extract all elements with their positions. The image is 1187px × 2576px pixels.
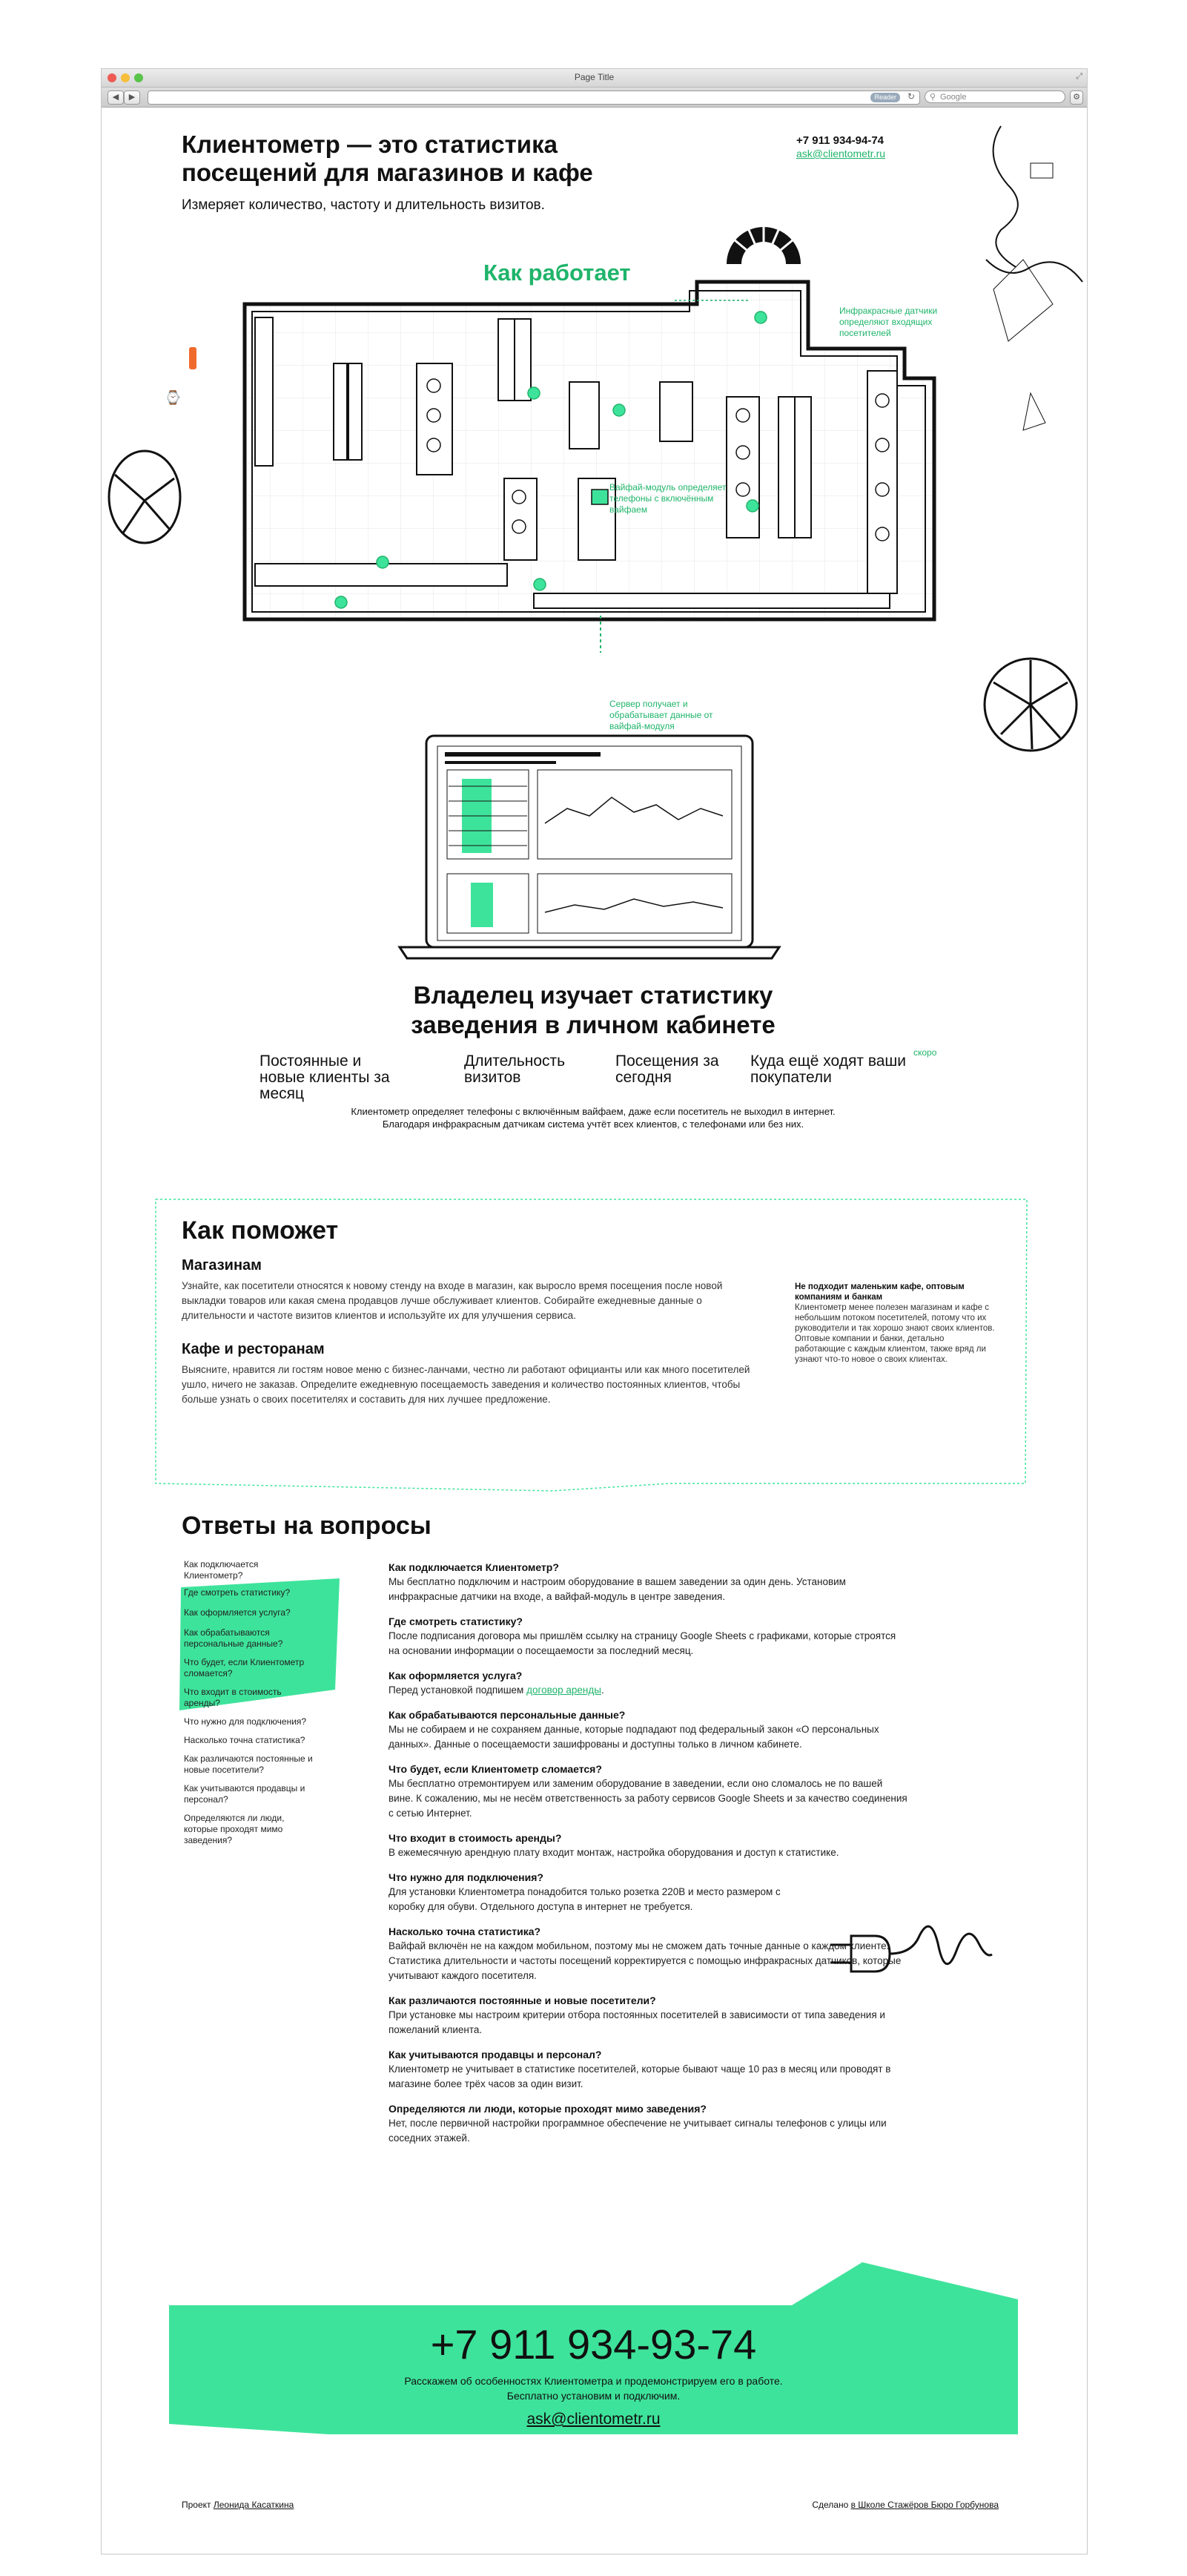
footer-left-prefix: Проект	[182, 2500, 211, 2510]
help-shops-title: Магазинам	[182, 1257, 262, 1274]
wifi-module-note: Вайфай-модуль определяет телефоны с включённым вайфаем	[609, 482, 727, 515]
toc-item-passersby[interactable]: Определяются ли люди, которые проходят мимо заведения?	[184, 1813, 285, 1845]
faq-question: Где смотреть статистику?	[388, 1615, 523, 1627]
faq-question: Что входит в стоимость аренды?	[388, 1832, 562, 1844]
faq-answer: Мы не собираем и не сохраняем данные, которые подпадают под федеральный закон «О персональных данных». Данные о посещаемости зашифрованы и доступны только в личном кабинете.	[388, 1724, 879, 1750]
stat-today: Посещения за сегодня	[615, 1053, 719, 1086]
how-title: Как работает	[483, 260, 631, 286]
camera-icon: ⌚	[165, 390, 182, 405]
faq-question: Как подключается Клиентометр?	[388, 1561, 559, 1573]
faq-question: Как учитываются продавцы и персонал?	[388, 2049, 602, 2061]
owner-note	[222, 1105, 964, 1130]
ir-sensor-note: Инфракрасные датчики определяют входящих посетителей	[839, 306, 938, 338]
faq-item	[388, 1871, 804, 1914]
rent-contract-link[interactable]: договор аренды	[526, 1684, 601, 1696]
help-shops-text: Узнайте, как посетители относятся к новому стенду на входе в магазин, как выросло время посещения после новой выкладки товаров или какая смена продавцов лучше обслуживает клиентов. Собирайте ежедневные данные о длительности и частоте визитов клиентов и используйте их для улучшения сервиса.	[182, 1280, 723, 1321]
faq-answer: Мы бесплатно отремонтируем или заменим оборудование в заведении, если оно сломалось не по вашей вине. К сожалению, мы не несём ответственность за работу сервисов Google Sheets и за качество соединения с сетью Интернет.	[388, 1778, 907, 1819]
toc-item-personal-data[interactable]: Как обрабатываются персональные данные?	[184, 1627, 283, 1649]
browser-toolbar	[102, 88, 1087, 108]
footer-left	[182, 2500, 294, 2510]
help-cafe-text: Выясните, нравится ли гостям новое меню с бизнес-ланчами, честно ли работают официанты или как много посетителей ушло, ничего не заказав. Определите ежедневную посещаемость заведения и количество постоянных клиентов, чтобы больше узнать о своих посетителях и составить для них лучшее предложение.	[182, 1364, 750, 1405]
faq-item	[388, 1925, 907, 1983]
hero-title-line1: Клиентометр — это статистика	[182, 131, 558, 158]
owner-title	[297, 981, 890, 1040]
faq-toc	[184, 1559, 317, 1846]
faq-question: Как оформляется услуга?	[388, 1670, 523, 1681]
footer-right	[812, 2500, 999, 2510]
help-side-note	[795, 1282, 995, 1365]
address-bar[interactable]	[148, 90, 920, 105]
school-link[interactable]: в Школе Стажёров Бюро Горбунова	[850, 2500, 999, 2510]
toc-item-where-stats[interactable]: Где смотреть статистику?	[184, 1587, 291, 1598]
stat-regular-new: Постоянные и новые клиенты за месяц	[259, 1053, 390, 1102]
faq-answer: Клиентометр не учитывает в статистике посетителей, которые бывают чаще 10 раз в месяц или проводят в магазине более трёх часов за один визит.	[388, 2063, 891, 2089]
help-cafe-block	[182, 1341, 760, 1407]
window-title: Page Title	[574, 72, 615, 82]
reload-icon[interactable]: ↻	[907, 91, 915, 102]
entrance-sensor-icon	[723, 221, 804, 266]
faq-answer-text: Перед установкой подпишем	[388, 1684, 524, 1696]
owner-note-line2: Благодаря инфракрасным датчикам система учтёт всех клиентов, с телефонами или без них.	[382, 1119, 804, 1130]
help-side-title: Не подходит маленьким кафе, оптовым компаниям и банкам	[795, 1282, 965, 1302]
faq-question: Что нужно для подключения?	[388, 1871, 543, 1883]
faq-answer: Мы бесплатно подключим и настроим оборудование в вашем заведении за один день. Установим инфракрасные датчики на входе, а вайфай-модуль в центре заведения.	[388, 1576, 846, 1602]
reader-button[interactable]: Reader	[870, 93, 900, 102]
faq-title: Ответы на вопросы	[182, 1512, 432, 1540]
faq-item	[388, 1615, 907, 1658]
fullscreen-icon[interactable]: ⤢	[1076, 72, 1082, 81]
help-side-text: Клиентометр менее полезен магазинам и кафе с небольшим потоком посетителей, потому что их руководители и так хорошо знают своих клиентов. Оптовые компании и банки, детально работающие с каждым клиентом, также вряд ли узнают что-то новое о своих клиентах.	[795, 1303, 995, 1364]
faq-question: Как различаются постоянные и новые посетители?	[388, 1994, 656, 2006]
cta-line1: Расскажем об особенностях Клиентометра и продемонстрируем его в работе.	[404, 2375, 783, 2387]
toc-item-requirements[interactable]: Что нужно для подключения?	[184, 1716, 307, 1727]
help-title: Как поможет	[182, 1216, 339, 1245]
toc-item-rent-price[interactable]: Что входит в стоимость аренды?	[184, 1687, 282, 1708]
search-field[interactable]	[925, 90, 1065, 103]
faq-answer: Нет, после первичной настройки программное обеспечение не учитывает сигналы телефонов с улицы или соседних этажей.	[388, 2118, 887, 2144]
faq-answer: При установке мы настроим критерии отбора постоянных посетителей в зависимости от типа заведения и пожеланий клиента.	[388, 2009, 885, 2035]
faq-answer: Для установки Клиентометра понадобится только розетка 220В и место размером с коробку для обуви. Отдельного доступа в интернет не требуется.	[388, 1886, 781, 1912]
faq-item	[388, 1708, 907, 1752]
footer-right-prefix: Сделано	[812, 2500, 849, 2510]
faq-item	[388, 1831, 907, 1860]
author-link[interactable]: Леонида Касаткина	[213, 2500, 294, 2510]
cta-phone[interactable]: +7 911 934-93-74	[430, 2321, 757, 2368]
faq-answer-end: .	[601, 1684, 604, 1696]
title-bar	[102, 69, 1087, 88]
faq-answer	[388, 1683, 907, 1698]
fire-extinguisher-icon	[189, 347, 196, 369]
owner-title-line2: заведения в личном кабинете	[411, 1011, 776, 1038]
stat-duration: Длительность визитов	[464, 1053, 566, 1086]
toc-item-staff[interactable]: Как учитываются продавцы и персонал?	[184, 1783, 305, 1805]
cta-email[interactable]: ask@clientometr.ru	[526, 2411, 661, 2428]
toc-item-service[interactable]: Как оформляется услуга?	[184, 1607, 291, 1618]
server-note: Сервер получает и обрабатывает данные от вайфай-модуля	[609, 699, 713, 731]
faq-question: Как обрабатываются персональные данные?	[388, 1709, 626, 1721]
help-shops-block	[182, 1257, 760, 1323]
tree-right-icon	[979, 653, 1082, 757]
faq-item	[388, 1762, 907, 1821]
stat-other-places: Куда ещё ходят ваши покупатели	[750, 1053, 907, 1086]
toc-item-connect[interactable]: Как подключается Клиентометр?	[184, 1559, 259, 1581]
faq-item	[388, 2102, 907, 2146]
faq-question: Что будет, если Клиентометр сломается?	[388, 1763, 602, 1775]
laptop-dashboard-illustration	[397, 734, 782, 964]
faq-item	[388, 2048, 907, 2092]
hero-title-line2: посещений для магазинов и кафе	[182, 159, 593, 186]
help-cafe-title: Кафе и ресторанам	[182, 1341, 325, 1357]
faq-item	[388, 1561, 907, 1604]
faq-answer: В ежемесячную арендную плату входит монтаж, настройка оборудования и доступ к статистике.	[388, 1847, 839, 1858]
hero-subtitle: Измеряет количество, частоту и длительность визитов.	[182, 197, 545, 213]
menu-icon[interactable]: ⚙	[1070, 90, 1083, 105]
hero-title	[182, 131, 745, 187]
owner-note-line1: Клиентометр определяет телефоны с включённым вайфаем, даже если посетитель не выходил в интернет.	[351, 1106, 836, 1117]
owner-title-line1: Владелец изучает статистику	[413, 981, 773, 1009]
cta-line2: Бесплатно установим и подключим.	[506, 2390, 681, 2402]
search-icon: ⚲	[930, 93, 936, 102]
back-icon[interactable]: ◀	[108, 90, 124, 105]
toc-item-accuracy[interactable]: Насколько точна статистика?	[184, 1735, 305, 1745]
faq-item	[388, 1669, 907, 1698]
faq-question: Насколько точна статистика?	[388, 1926, 541, 1937]
power-plug-icon	[830, 1914, 993, 1995]
header-email[interactable]: ask@clientometr.ru	[796, 148, 886, 159]
search-placeholder: Google	[940, 93, 967, 102]
faq-answer: Вайфай включён не на каждом мобильном, поэтому мы не сможем дать точные данные о каждом клиенте. Статистика длительности и частоты посещений корректируется с помощью инфракрасных датчиков, которые учитывают каждого посетителя.	[388, 1940, 902, 1981]
faq-item	[388, 1994, 907, 2038]
faq-answer: После подписания договора мы пришлём ссылку на страницу Google Sheets с графиками, которые строятся на основании информации о посещаемости за последний месяц.	[388, 1630, 896, 1656]
header-phone[interactable]: +7 911 934-94-74	[796, 134, 885, 147]
faq-list	[388, 1561, 907, 2146]
toc-item-broken[interactable]: Что будет, если Клиентометр сломается?	[184, 1657, 305, 1679]
toc-item-regular-vs-new[interactable]: Как различаются постоянные и новые посетители?	[184, 1753, 313, 1775]
faq-question: Определяются ли люди, которые проходят мимо заведения?	[388, 2103, 707, 2115]
tree-left-icon	[100, 445, 182, 556]
forward-icon[interactable]: ▶	[124, 90, 140, 105]
cta-text	[169, 2374, 1018, 2403]
soon-badge: скоро	[913, 1047, 937, 1058]
